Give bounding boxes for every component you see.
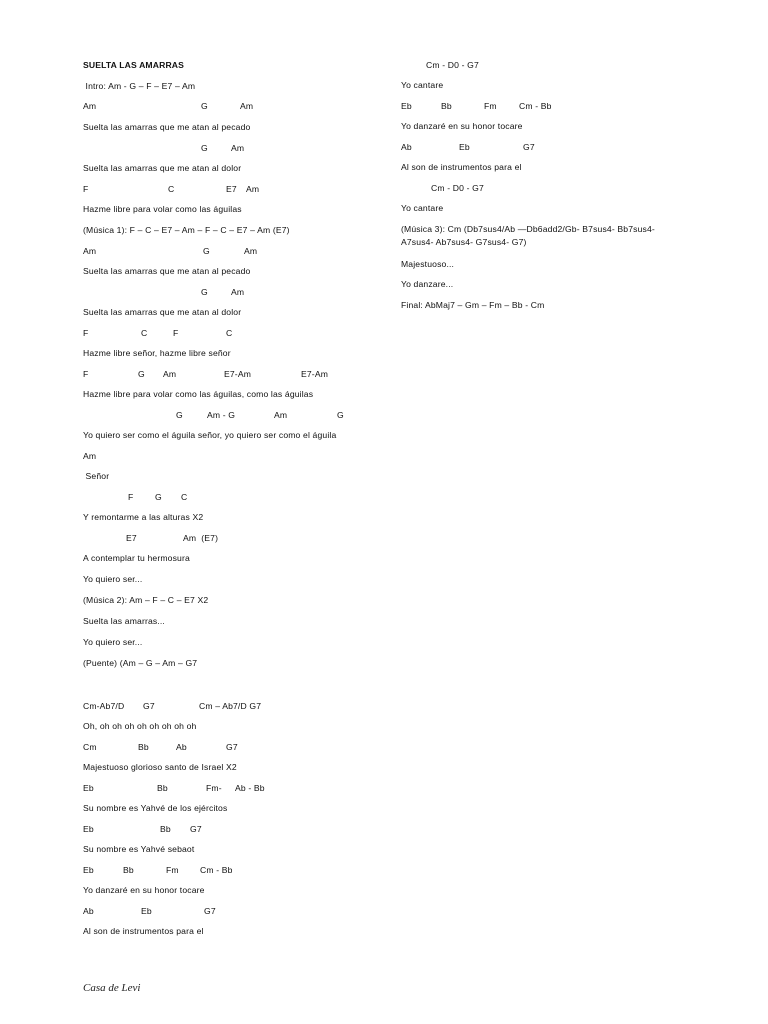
lyric-line: (Música 2): Am – F – C – E7 X2 <box>83 595 209 605</box>
chord: G7 <box>190 824 202 834</box>
chord: Eb <box>141 906 152 916</box>
lyric-line: A contemplar tu hermosura <box>83 553 190 563</box>
chord: Ab - Bb <box>235 783 265 793</box>
chord: F <box>83 328 89 338</box>
footer-signature: Casa de Levi <box>83 982 141 994</box>
chord: Eb <box>401 101 412 111</box>
lyric-line: Oh, oh oh oh oh oh oh oh oh <box>83 721 197 731</box>
lyric-line: Su nombre es Yahvé sebaot <box>83 844 195 854</box>
chord: Am <box>240 101 254 111</box>
chord: F <box>173 328 179 338</box>
chord: C <box>181 492 188 502</box>
chord: Eb <box>83 865 94 875</box>
chord: G <box>201 143 208 153</box>
chord: E7-Am <box>224 369 252 379</box>
chord: Bb <box>123 865 134 875</box>
lyric-line: Yo cantare <box>401 203 444 213</box>
chord: Am <box>231 143 245 153</box>
chord: Am <box>246 184 260 194</box>
chord: Eb <box>83 783 94 793</box>
lyric-line: Suelta las amarras que me atan al pecado <box>83 266 251 276</box>
lyric-line: Al son de instrumentos para el <box>401 162 522 172</box>
lyric-line: Intro: Am - G – F – E7 – Am <box>83 81 196 91</box>
chord: Cm-Ab7/D <box>83 701 125 711</box>
chord: Bb <box>441 101 452 111</box>
chord: G7 <box>523 142 535 152</box>
chord: Am <box>83 101 97 111</box>
chord: G <box>337 410 344 420</box>
lyric-line: Señor <box>83 471 110 481</box>
chord: Ab <box>83 906 94 916</box>
lyric-line: Su nombre es Yahvé de los ejércitos <box>83 803 228 813</box>
chord: E7-Am <box>301 369 329 379</box>
chord: Cm - Bb <box>200 865 233 875</box>
lyric-line: Hazme libre para volar como las águilas <box>83 204 242 214</box>
lyric-line: (Música 1): F – C – E7 – Am – F – C – E7 – Am (E7) <box>83 225 290 235</box>
chord: Am <box>83 246 97 256</box>
chord: G <box>176 410 183 420</box>
lyric-line: Yo danzaré en su honor tocare <box>401 121 523 131</box>
chord: G7 <box>143 701 155 711</box>
chord: Am <box>274 410 288 420</box>
lyric-line: Final: AbMaj7 – Gm – Fm – Bb - Cm <box>401 300 545 310</box>
chord: G <box>201 287 208 297</box>
song-title: SUELTA LAS AMARRAS <box>83 60 185 70</box>
chord: Cm – Ab7/D G7 <box>199 701 262 711</box>
lyric-line: Y remontarme a las alturas X2 <box>83 512 204 522</box>
lyric-line: Yo quiero ser... <box>83 637 143 647</box>
lyric-line: Majestuoso glorioso santo de Israel X2 <box>83 762 237 772</box>
chord: G <box>201 101 208 111</box>
chord: G7 <box>226 742 238 752</box>
chord: C <box>168 184 175 194</box>
lyric-line: Suelta las amarras que me atan al dolor <box>83 307 242 317</box>
lyric-line: Yo quiero ser... <box>83 574 143 584</box>
chord: Ab <box>401 142 412 152</box>
chord: Am <box>244 246 258 256</box>
lyric-line: Yo danzare... <box>401 279 454 289</box>
lyric-line: Suelta las amarras que me atan al dolor <box>83 163 242 173</box>
lyric-line: Yo cantare <box>401 80 444 90</box>
lyric-line: Yo danzaré en su honor tocare <box>83 885 205 895</box>
chord: Am (E7) <box>183 533 219 543</box>
lyric-line: Hazme libre señor, hazme libre señor <box>83 348 231 358</box>
lyric-line: Suelta las amarras que me atan al pecado <box>83 122 251 132</box>
chord: Am - G <box>207 410 236 420</box>
chord: G <box>203 246 210 256</box>
chord: F <box>128 492 134 502</box>
chord: G <box>155 492 162 502</box>
chord: Bb <box>157 783 168 793</box>
chord: G7 <box>204 906 216 916</box>
chord: E7 <box>226 184 237 194</box>
chord: F <box>83 184 89 194</box>
lyric-line: (Puente) (Am – G – Am – G7 <box>83 658 198 668</box>
chord: C <box>141 328 148 338</box>
lyric-line: Al son de instrumentos para el <box>83 926 204 936</box>
chord: Fm <box>166 865 179 875</box>
chord: Cm <box>83 742 97 752</box>
chord: Am <box>83 451 97 461</box>
chord: Ab <box>176 742 187 752</box>
chord: Cm - D0 - G7 <box>426 60 479 70</box>
music-interlude: (Música 3): Cm (Db7sus4/Ab —Db6add2/Gb- B7sus4- Bb7sus4- A7sus4- Ab7sus4- G7sus4- G7) <box>401 224 655 247</box>
chord: Eb <box>83 824 94 834</box>
chord: Cm - D0 - G7 <box>431 183 484 193</box>
chord: Eb <box>459 142 470 152</box>
lyric-line: Majestuoso... <box>401 259 455 269</box>
chord: Fm <box>484 101 497 111</box>
lyric-line: Yo quiero ser como el águila señor, yo quiero ser como el águila <box>83 430 337 440</box>
chord: Bb <box>138 742 149 752</box>
chord: Am <box>163 369 177 379</box>
chord: Bb <box>160 824 171 834</box>
chord: F <box>83 369 89 379</box>
chord: E7 <box>126 533 137 543</box>
chord: C <box>226 328 233 338</box>
lyric-line: Suelta las amarras... <box>83 616 165 626</box>
chord: G <box>138 369 145 379</box>
lyric-line: Hazme libre para volar como las águilas, como las águilas <box>83 389 314 399</box>
chord: Am <box>231 287 245 297</box>
chord: Fm- <box>206 783 222 793</box>
chord: Cm - Bb <box>519 101 552 111</box>
